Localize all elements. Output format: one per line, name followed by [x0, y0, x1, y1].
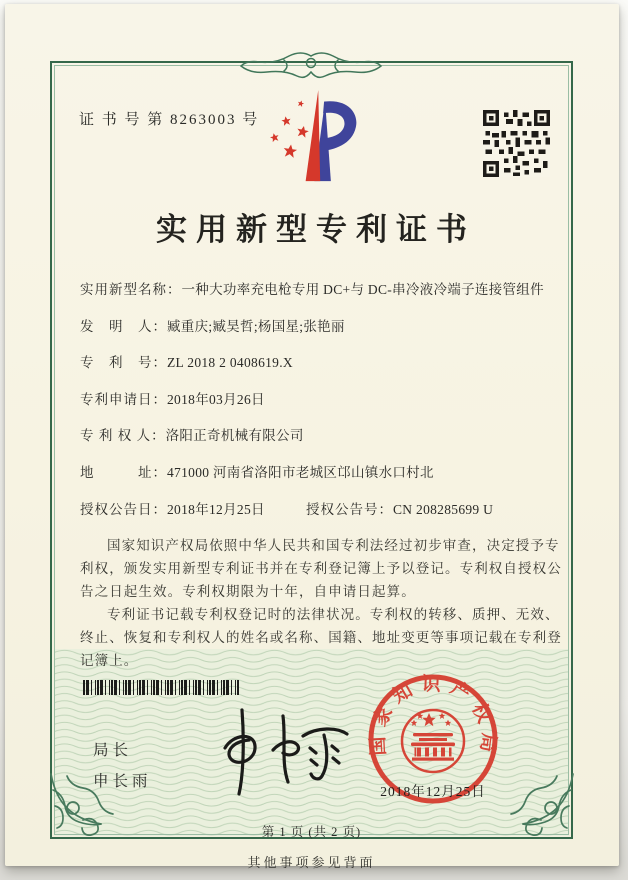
seal-date: 2018年12月25日	[380, 784, 486, 799]
field-address	[80, 461, 550, 498]
legal-paragraph-2: 专利证书记载专利权登记时的法律状况。专利权的转移、质押、无效、终止、恢复和专利权人的姓名或名称、国籍、地址变更等事项记载在专利登记簿上。	[80, 607, 562, 668]
seal-emblem-gate	[411, 733, 455, 761]
field-inventors-value: 臧重庆;臧昊哲;杨国星;张艳丽	[167, 318, 345, 334]
field-inventors-label: 发 明 人：	[80, 318, 167, 334]
field-filing-date	[80, 388, 550, 425]
signer-name: 申长雨	[93, 773, 152, 790]
field-patentee-label: 专 利 权 人：	[80, 428, 166, 444]
field-grant-date-label: 授权公告日：	[80, 501, 167, 517]
back-side-note: 其他事项参见背面	[247, 855, 376, 870]
field-grant-date	[80, 498, 550, 535]
field-name-label: 实用新型名称：	[80, 282, 182, 297]
field-name	[80, 278, 550, 315]
field-patent-number	[80, 351, 550, 388]
certificate-number: 证 书 号 第 8263003 号	[79, 112, 260, 128]
field-name-value: 一种大功率充电枪专用 DC+与 DC-串冷液冷端子连接管组件	[181, 282, 544, 297]
seal-text: 国家知识产权局	[367, 673, 500, 762]
field-grant-date-value: 2018年12月25日	[167, 501, 265, 517]
field-grant-number-value: CN 208285699 U	[393, 501, 494, 517]
field-patent-number-value: ZL 2018 2 0408619.X	[167, 355, 293, 371]
field-patent-number-label: 专 利 号：	[80, 355, 167, 371]
field-grant-number	[306, 498, 493, 518]
cnipa-logo-icon	[263, 89, 357, 186]
field-patentee	[80, 424, 550, 461]
field-filing-date-value: 2018年03月26日	[167, 391, 265, 407]
legal-text	[80, 534, 572, 672]
field-grant-number-label: 授权公告号：	[306, 501, 393, 517]
signature	[197, 696, 355, 802]
certificate-paper	[5, 4, 619, 870]
signer-title: 局长	[93, 742, 133, 759]
field-filing-date-label: 专利申请日：	[80, 391, 167, 407]
barcode	[83, 680, 239, 695]
page-number: 第 1 页 (共 2 页)	[261, 825, 362, 839]
field-list	[80, 278, 550, 534]
field-inventors	[80, 315, 550, 352]
top-border-ornament	[236, 50, 386, 80]
qr-code	[483, 110, 550, 177]
legal-paragraph-1: 国家知识产权局依照中华人民共和国专利法经过初步审查，决定授予专利权，颁发实用新型专利证书并在专利登记簿上予以登记。专利权自授权公告之日起生效。专利权期限为十年，自申请日起算。	[80, 538, 562, 599]
field-address-label: 地 址：	[80, 464, 167, 480]
field-address-value: 471000 河南省洛阳市老城区邙山镇水口村北	[167, 464, 434, 480]
field-patentee-value: 洛阳正奇机械有限公司	[165, 428, 304, 444]
certificate-title: 实用新型专利证书	[156, 212, 476, 247]
